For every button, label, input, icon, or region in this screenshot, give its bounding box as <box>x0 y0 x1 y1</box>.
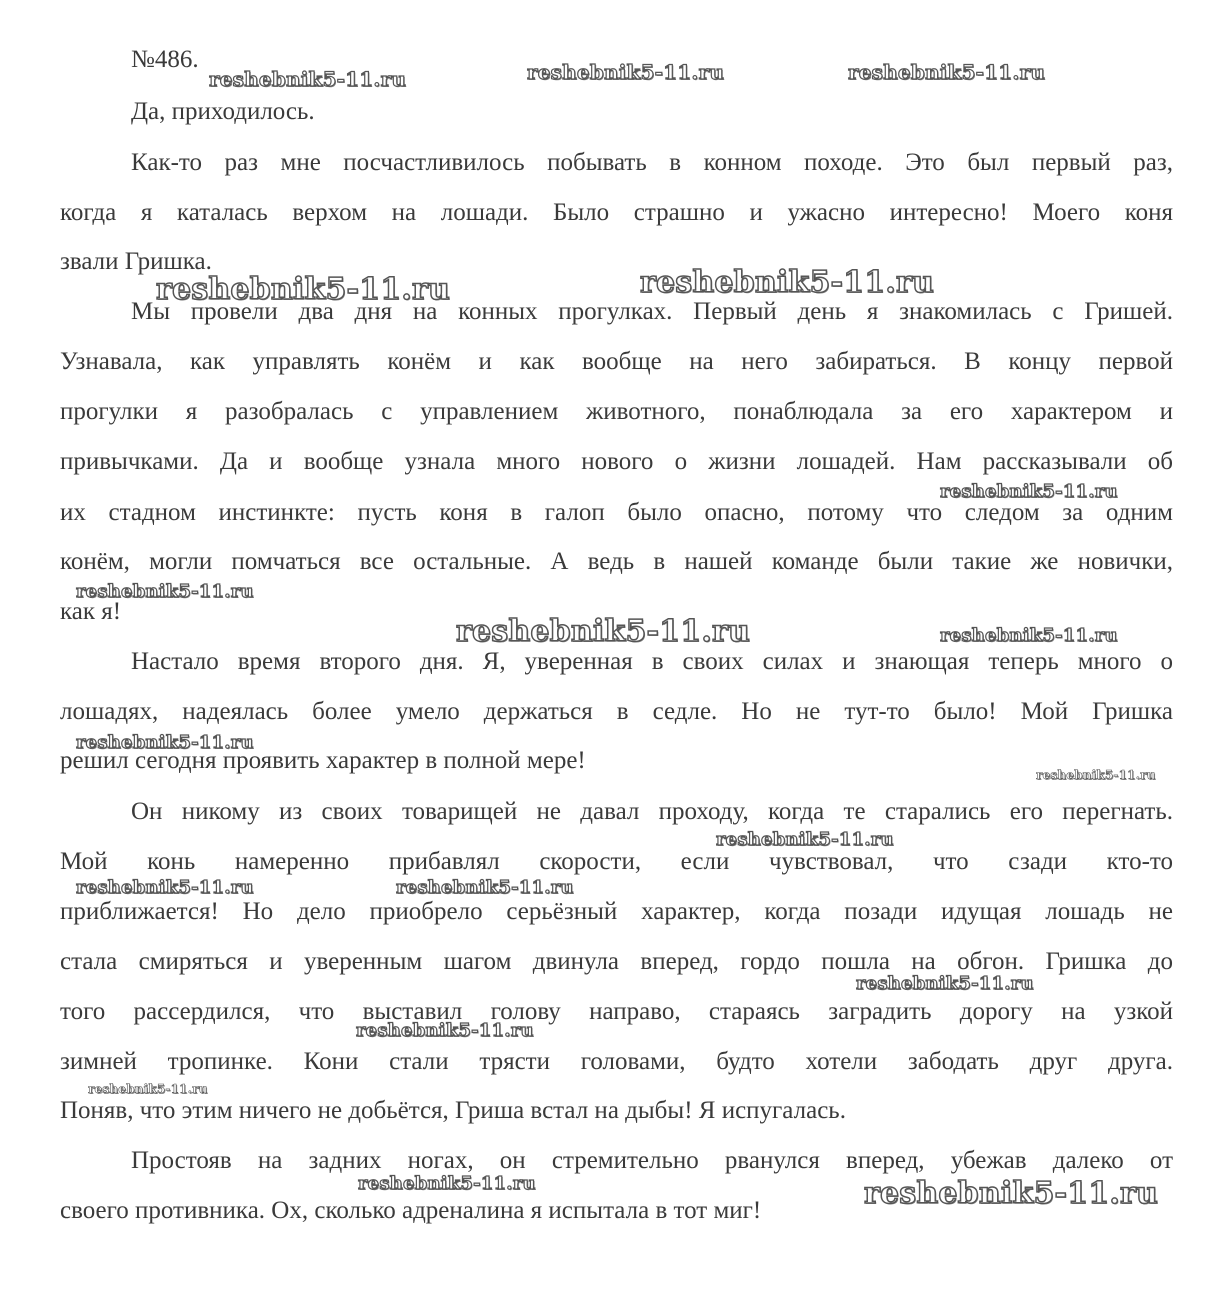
text-line: Мы провели два дня на конных прогулках. Первый день я знакомилась с Гришей. <box>131 298 1173 325</box>
watermark: reshebnik5-11.ru <box>456 614 750 649</box>
text-line: их стадном инстинкте: пусть коня в галоп было опасно, потому что следом за одним <box>60 499 1173 526</box>
text-line: Настало время второго дня. Я, уверенная в своих силах и знающая теперь много о <box>131 648 1173 675</box>
text-line: Мой конь намеренно прибавлял скорости, если чувствовал, что сзади кто-то <box>60 848 1173 875</box>
watermark: reshebnik5-11.ru <box>76 877 254 898</box>
text-line: своего противника. Ох, сколько адреналина я испытала в тот миг! <box>60 1197 762 1224</box>
watermark: reshebnik5-11.ru <box>209 67 407 91</box>
text-line: Поняв, что этим ничего не добьётся, Гриша встал на дыбы! Я испугалась. <box>60 1097 846 1124</box>
watermark: reshebnik5-11.ru <box>527 60 725 84</box>
text-line: привычками. Да и вообще узнала много нового о жизни лошадей. Нам рассказывали об <box>60 448 1173 475</box>
text-line: решил сегодня проявить характер в полной мере! <box>60 747 586 774</box>
watermark: reshebnik5-11.ru <box>358 1173 536 1194</box>
text-line: звали Гришка. <box>60 248 212 275</box>
watermark: reshebnik5-11.ru <box>356 1020 534 1041</box>
text-line: зимней тропинке. Кони стали трясти головами, будто хотели забодать друг друга. <box>60 1048 1173 1075</box>
text-line: того рассердился, что выставил голову направо, стараясь заградить дорогу на узкой <box>60 998 1173 1025</box>
watermark: reshebnik5-11.ru <box>76 732 254 753</box>
text-line: когда я каталась верхом на лошади. Было страшно и ужасно интересно! Моего коня <box>60 199 1173 226</box>
text-line: Узнавала, как управлять конём и как вообще на него забираться. В концу первой <box>60 348 1173 375</box>
text-line: конём, могли помчаться все остальные. А ведь в нашей команде были такие же новички, <box>60 548 1173 575</box>
watermark: reshebnik5-11.ru <box>156 272 450 307</box>
problem-number: №486. <box>131 46 199 73</box>
watermark: reshebnik5-11.ru <box>76 581 254 602</box>
watermark: reshebnik5-11.ru <box>864 1176 1158 1211</box>
watermark: reshebnik5-11.ru <box>396 877 574 898</box>
text-line: Он никому из своих товарищей не давал проходу, когда те старались его перегнать. <box>131 798 1173 825</box>
watermark: reshebnik5-11.ru <box>640 265 934 300</box>
watermark: reshebnik5-11.ru <box>88 1082 208 1096</box>
watermark: reshebnik5-11.ru <box>716 829 894 850</box>
watermark: reshebnik5-11.ru <box>940 625 1118 646</box>
text-line: Да, приходилось. <box>131 98 315 125</box>
watermark: reshebnik5-11.ru <box>848 60 1046 84</box>
text-line: лошадях, надеялась более умело держаться в седле. Но не тут-то было! Мой Гришка <box>60 698 1173 725</box>
watermark: reshebnik5-11.ru <box>1036 768 1156 782</box>
text-line: Как-то раз мне посчастливилось побывать в конном походе. Это был первый раз, <box>131 149 1173 176</box>
text-line: стала смиряться и уверенным шагом двинула вперед, гордо пошла на обгон. Гришка до <box>60 948 1173 975</box>
watermark: reshebnik5-11.ru <box>856 973 1034 994</box>
watermark: reshebnik5-11.ru <box>940 481 1118 502</box>
text-line: приближается! Но дело приобрело серьёзный характер, когда позади идущая лошадь не <box>60 898 1173 925</box>
text-line: прогулки я разобралась с управлением животного, понаблюдала за его характером и <box>60 398 1173 425</box>
text-line: как я! <box>60 598 122 625</box>
text-line: Простояв на задних ногах, он стремительно рванулся вперед, убежав далеко от <box>131 1147 1173 1174</box>
